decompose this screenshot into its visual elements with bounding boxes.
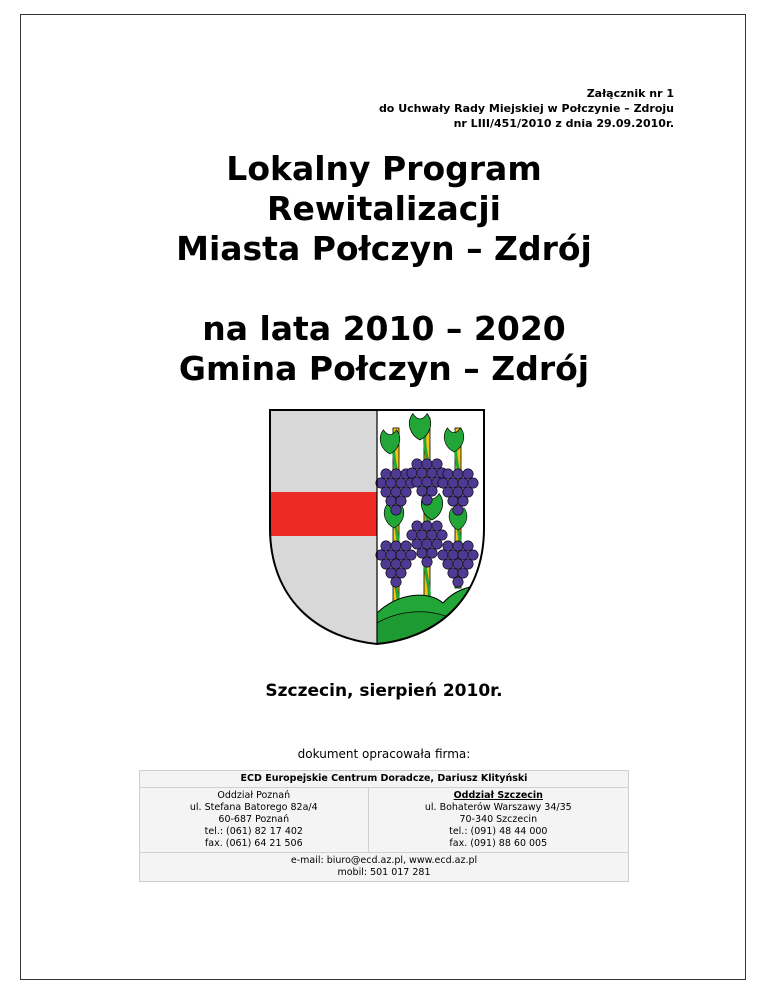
branch-poznan-tel: tel.: (061) 82 17 402 (204, 826, 303, 837)
title-line-1: Lokalny Program (226, 149, 542, 188)
branch-szczecin-title: Oddział Szczecin (453, 790, 543, 801)
branch-poznan-title: Oddział Poznań (217, 790, 291, 801)
prepared-by-label: dokument opracowała firma: (297, 747, 471, 761)
branch-szczecin (368, 788, 628, 853)
branch-szczecin-fax: fax. (091) 88 60 005 (449, 838, 548, 849)
firm-mobile: mobil: 501 017 281 (337, 867, 431, 878)
subtitle-line-1: na lata 2010 – 2020 (202, 309, 566, 348)
branch-szczecin-street: ul. Bohaterów Warszawy 34/35 (424, 802, 572, 813)
branch-poznan-street: ul. Stefana Batorego 82a/4 (189, 802, 318, 813)
firm-info-table (139, 770, 629, 882)
title-line-3: Miasta Połczyn – Zdrój (176, 229, 592, 268)
place-date: Szczecin, sierpień 2010r. (265, 681, 503, 701)
firm-contact (140, 853, 629, 882)
annex-line-2: do Uchwały Rady Miejskiej w Połczynie – Zdroju (378, 102, 674, 115)
annex-header (379, 86, 674, 131)
document-title (0, 149, 768, 269)
branch-szczecin-tel: tel.: (091) 48 44 000 (449, 826, 548, 837)
branch-poznan (140, 788, 369, 853)
coat-of-arms-icon (268, 408, 486, 646)
branch-szczecin-city: 70-340 Szczecin (459, 814, 538, 825)
firm-name: ECD Europejskie Centrum Doradcze, Dariusz Klityński (140, 771, 629, 788)
firm-email-www: e-mail: biuro@ecd.az.pl, www.ecd.az.pl (290, 855, 478, 866)
subtitle-line-2: Gmina Połczyn – Zdrój (178, 349, 590, 388)
title-line-2: Rewitalizacji (267, 189, 501, 228)
document-subtitle (0, 309, 768, 389)
annex-line-1: Załącznik nr 1 (586, 87, 674, 100)
branch-poznan-city: 60-687 Poznań (218, 814, 290, 825)
annex-line-3: nr LIII/451/2010 z dnia 29.09.2010r. (453, 117, 674, 130)
branch-poznan-fax: fax. (061) 64 21 506 (204, 838, 303, 849)
